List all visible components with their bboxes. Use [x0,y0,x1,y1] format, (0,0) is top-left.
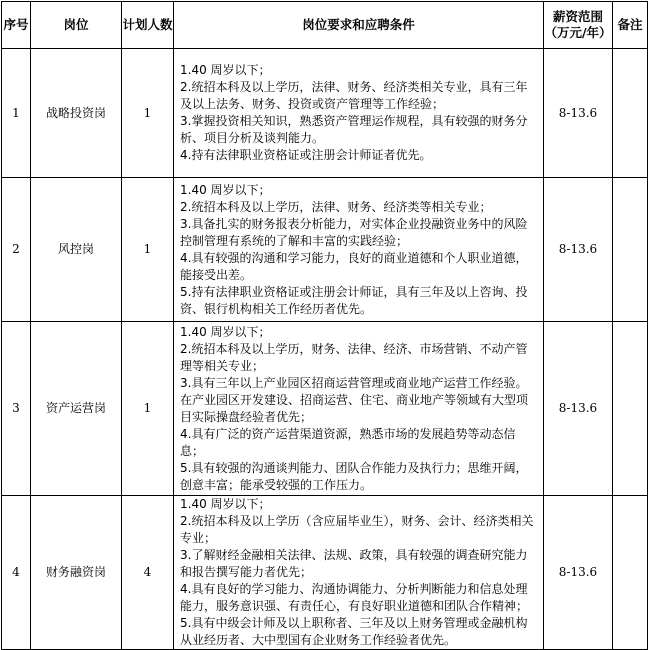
header-requirements: 岗位要求和应聘条件 [174,2,544,49]
row-seq: 1 [2,49,31,178]
requirement-item: 1.40 周岁以下； [180,497,271,511]
table-row [2,178,648,322]
row-note [613,178,648,322]
row-note [613,496,648,650]
row-note [613,322,648,496]
header-note: 备注 [613,2,648,49]
row-salary: 8-13.6 [544,496,613,650]
header-count: 计划人数 [122,2,174,49]
requirement-item: 4.具有较强的沟通和学习能力，良好的商业道德和个人职业道德，能接受出差。 [180,250,528,282]
recruitment-table [1,1,648,650]
requirement-item: 5.具有中级会计师及以上职称者、三年及以上财务管理或金融机构从业经历者、大中型国有企业财务工作经验者优先。 [180,616,528,647]
table-row [2,322,648,496]
requirement-item: 5.持有法律职业资格证或注册会计师证，具有三年及以上咨询、投资、银行机构相关工作经历者优先。 [180,284,528,316]
requirement-item: 3.掌握投资相关知识，熟悉资产管理运作规程，具有较强的财务分析、项目分析及谈判能力。 [180,114,528,145]
row-requirements [174,322,544,496]
requirement-item: 4.持有法律职业资格证或注册会计师证者优先。 [180,148,432,162]
row-count: 4 [122,496,174,650]
row-requirements [174,178,544,322]
row-position: 资产运营岗 [31,322,122,496]
row-requirements [174,496,544,650]
table-row [2,496,648,650]
header-row [2,2,648,49]
row-salary: 8-13.6 [544,49,613,178]
header-seq: 序号 [2,2,31,49]
row-requirements [174,49,544,178]
requirement-item: 2.统招本科及以上学历（含应届毕业生），财务、会计、经济类相关专业； [180,514,534,545]
row-position: 财务融资岗 [31,496,122,650]
requirement-item: 3.具备扎实的财务报表分析能力，对实体企业投融资业务中的风险控制管理有系统的了解和丰富的实践经验； [180,216,528,248]
row-count: 1 [122,49,174,178]
row-count: 1 [122,178,174,322]
requirement-item: 1.40 周岁以下； [180,63,271,77]
requirement-item: 1.40 周岁以下； [180,182,271,197]
header-salary: 薪资范围（万元/年） [544,2,613,49]
requirement-item: 1.40 周岁以下； [180,324,271,339]
requirement-item: 4.具有良好的学习能力、沟通协调能力、分析判断能力和信息处理能力，服务意识强、有责任心，有良好职业道德和团队合作精神； [180,582,529,613]
requirement-item: 2.统招本科及以上学历，法律、财务、经济类等相关专业； [180,199,492,214]
requirement-item: 2.统招本科及以上学历，法律、财务、经济类相关专业，具有三年及以上法务、财务、投资或资产管理等工作经验； [180,80,528,111]
row-seq: 2 [2,178,31,322]
row-position: 风控岗 [31,178,122,322]
requirement-item: 2.统招本科及以上学历，财务、法律、经济、市场营销、不动产管理等相关专业； [180,341,528,373]
row-count: 1 [122,322,174,496]
row-seq: 3 [2,322,31,496]
row-salary: 8-13.6 [544,178,613,322]
requirement-item: 5.具有较强的沟通谈判能力、团队合作能力及执行力；思维开阔，创意丰富；能承受较强的工作压力。 [180,460,528,492]
header-position: 岗位 [31,2,122,49]
row-salary: 8-13.6 [544,322,613,496]
table-row [2,49,648,178]
requirement-item: 3.具有三年以上产业园区招商运营管理或商业地产运营工作经验。在产业园区开发建设、招商运营、住宅、商业地产等领域有大型项目实际操盘经验者优先； [180,375,529,424]
row-note [613,49,648,178]
row-position: 战略投资岗 [31,49,122,178]
row-seq: 4 [2,496,31,650]
requirement-item: 3.了解财经金融相关法律、法规、政策，具有较强的调查研究能力和报告撰写能力者优先； [180,548,528,579]
requirement-item: 4.具有广泛的资产运营渠道资源，熟悉市场的发展趋势等动态信息； [180,426,516,458]
